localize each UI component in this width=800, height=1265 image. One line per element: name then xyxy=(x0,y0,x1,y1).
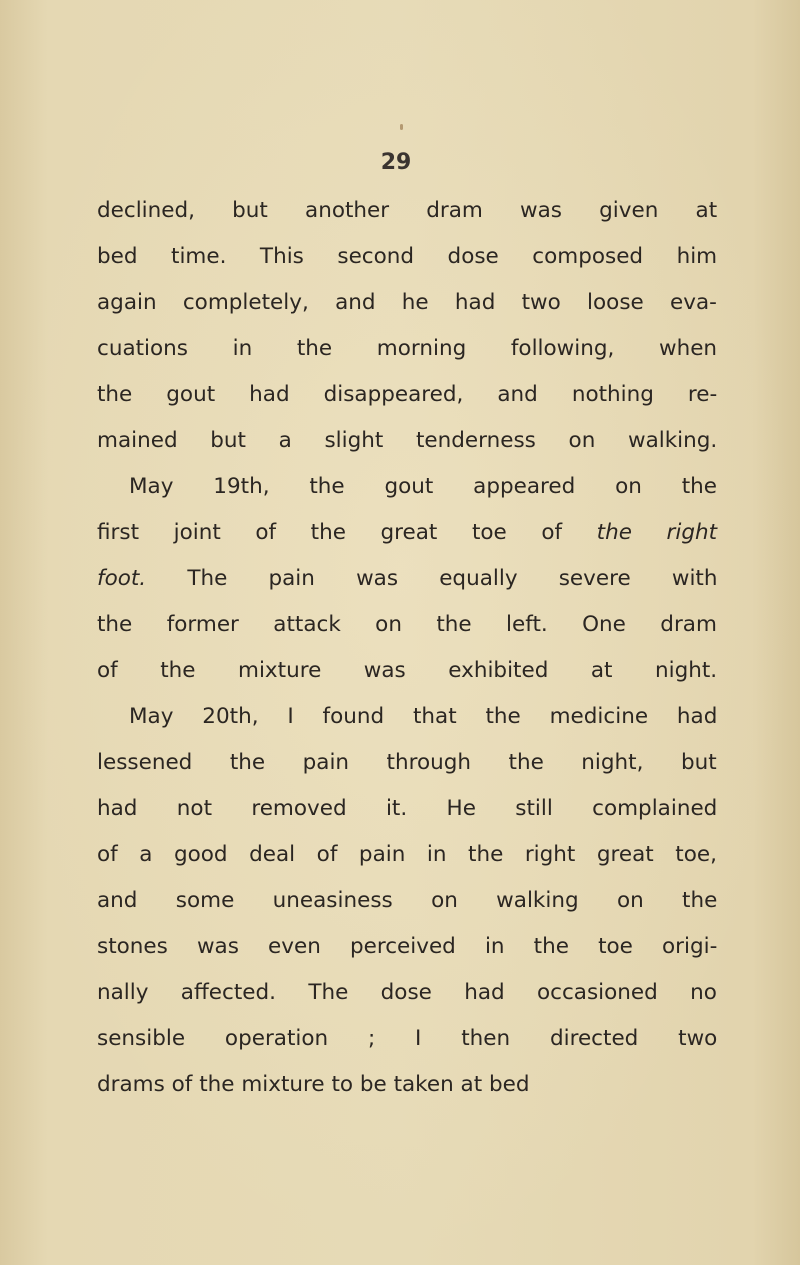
text-line xyxy=(97,878,717,924)
line-text: the gout had disappeared, and nothing re- xyxy=(97,382,718,407)
line-text-italic: foot. xyxy=(97,566,147,591)
line-text: and some uneasiness on walking on the xyxy=(97,888,718,913)
line-text: declined, but another dram was given at xyxy=(97,198,718,223)
line-text: bed time. This second dose composed him xyxy=(97,244,718,269)
text-line xyxy=(97,280,717,326)
line-text: cuations in the morning following, when xyxy=(97,336,718,361)
text-line xyxy=(97,372,717,418)
line-text-roman: The pain was equally severe with xyxy=(146,566,718,591)
text-line xyxy=(97,188,717,234)
text-line xyxy=(97,924,717,970)
line-text: May 20th, I found that the medicine had xyxy=(129,704,718,729)
body-text xyxy=(97,188,717,1108)
text-line xyxy=(97,970,717,1016)
line-text-italic: the right xyxy=(596,520,718,545)
text-line xyxy=(97,418,717,464)
text-line xyxy=(97,694,717,740)
line-text: lessened the pain through the night, but xyxy=(97,750,717,775)
text-line xyxy=(97,556,717,602)
line-text: sensible operation ; I then directed two xyxy=(97,1026,718,1051)
line-text: drams of the mixture to be taken at bed xyxy=(97,1072,530,1097)
text-line xyxy=(97,832,717,878)
line-text: again completely, and he had two loose eva- xyxy=(97,290,717,315)
text-line xyxy=(97,234,717,280)
line-text: stones was even perceived in the toe origi- xyxy=(97,934,718,959)
line-text xyxy=(97,510,717,556)
text-line xyxy=(97,510,717,556)
line-text: the former attack on the left. One dram xyxy=(97,612,717,637)
text-line xyxy=(97,1016,717,1062)
ink-speck xyxy=(400,124,403,130)
text-line xyxy=(97,786,717,832)
line-text: mained but a slight tenderness on walking. xyxy=(97,428,718,453)
line-text: of a good deal of pain in the right great toe, xyxy=(97,842,717,867)
line-text xyxy=(97,556,717,602)
text-line xyxy=(97,326,717,372)
text-line xyxy=(97,740,717,786)
text-line xyxy=(97,602,717,648)
text-line xyxy=(97,464,717,510)
text-line xyxy=(97,1062,717,1108)
text-line xyxy=(97,648,717,694)
page-number: 29 xyxy=(380,150,412,175)
line-text-roman: first joint of the great toe of xyxy=(97,520,597,545)
line-text: nally affected. The dose had occasioned no xyxy=(97,980,717,1005)
line-text: May 19th, the gout appeared on the xyxy=(129,474,718,499)
line-text: had not removed it. He still complained xyxy=(97,796,718,821)
line-text: of the mixture was exhibited at night. xyxy=(97,658,718,683)
